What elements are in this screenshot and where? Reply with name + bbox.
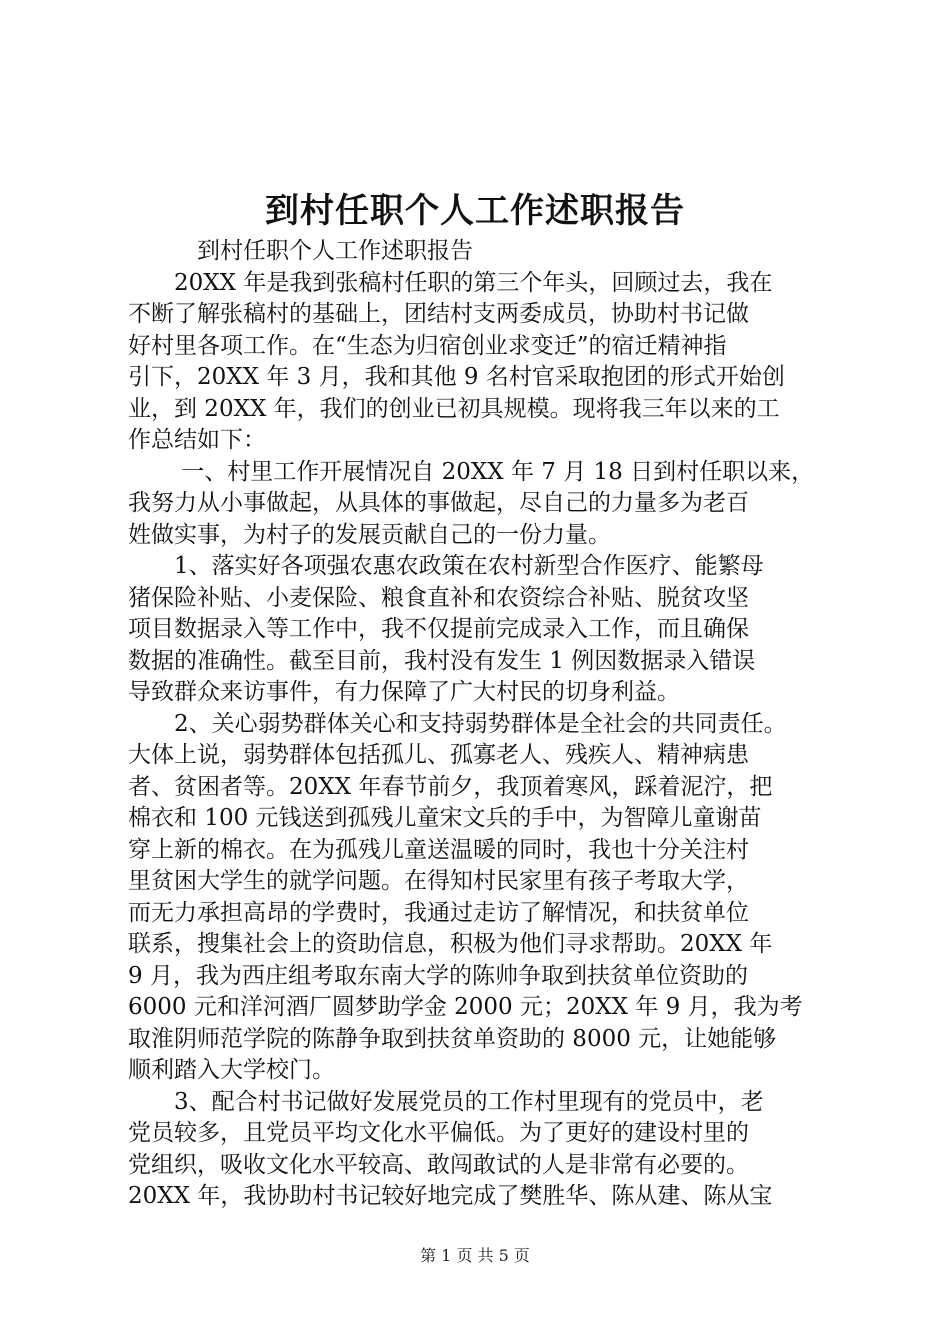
body-line: 9 月，我为西庄组考取东南大学的陈帅争取到扶贫单位资助的 xyxy=(128,962,748,989)
document-body xyxy=(128,236,828,1213)
body-line: 我努力从小事做起，从具体的事做起，尽自己的力量多为老百 xyxy=(128,490,749,516)
body-line: 引下，20XX 年 3 月，我和其他 9 名村官采取抱团的形式开始创 xyxy=(128,364,785,390)
body-line: 导致群众来访事件，有力保障了广大村民的切身利益。 xyxy=(128,679,680,705)
body-line: 一、村里工作开展情况自 20XX 年 7 月 18 日到村任职以来， xyxy=(128,458,815,485)
body-line: 顺利踏入大学校门。 xyxy=(128,1057,335,1083)
body-line: 到村任职个人工作述职报告 xyxy=(128,238,473,264)
body-line: 3、配合村书记做好发展党员的工作村里现有的党员中，老 xyxy=(128,1088,764,1115)
body-line: 而无力承担高昂的学费时，我通过走访了解情况，和扶贫单位 xyxy=(128,899,749,926)
body-line: 项目数据录入等工作中，我不仅提前完成录入工作，而且确保 xyxy=(128,616,749,642)
body-line: 2、关心弱势群体关心和支持弱势群体是全社会的共同责任。 xyxy=(128,710,787,737)
body-line: 里贫困大学生的就学问题。在得知村民家里有孩子考取大学， xyxy=(128,868,749,894)
body-line: 20XX 年是我到张稿村任职的第三个年头，回顾过去，我在 xyxy=(128,269,773,296)
body-line: 党组织，吸收文化水平较高、敢闯敢试的人是非常有必要的。 xyxy=(128,1151,749,1178)
body-line: 1、落实好各项强农惠农政策在农村新型合作医疗、能繁母 xyxy=(128,553,764,579)
document-title: 到村任职个人工作述职报告 xyxy=(265,191,685,231)
body-line: 者、贫困者等。20XX 年春节前夕，我顶着寒风，踩着泥泞，把 xyxy=(128,773,773,800)
body-line: 党员较多，且党员平均文化水平偏低。为了更好的建设村里的 xyxy=(128,1120,749,1146)
body-line: 穿上新的棉衣。在为孤残儿童送温暖的同时，我也十分关注村 xyxy=(128,836,749,863)
page-number-footer: 第 1 页 共 5 页 xyxy=(420,1246,530,1265)
body-line: 6000 元和洋河酒厂圆梦助学金 2000 元；20XX 年 9 月，我为考 xyxy=(128,994,803,1020)
body-line: 姓做实事，为村子的发展贡献自己的一份力量。 xyxy=(128,521,611,548)
body-line: 取淮阴师范学院的陈静争取到扶贫单资助的 8000 元，让她能够 xyxy=(128,1025,777,1052)
body-line: 数据的准确性。截至目前，我村没有发生 1 例因数据录入错误 xyxy=(128,647,756,674)
body-line: 好村里各项工作。在“生态为归宿创业求变迁”的宿迁精神指 xyxy=(128,332,727,359)
body-line: 不断了解张稿村的基础上，团结村支两委成员，协助村书记做 xyxy=(128,301,749,327)
body-line: 作总结如下： xyxy=(128,427,266,453)
body-line: 大体上说，弱势群体包括孤儿、孤寡老人、残疾人、精神病患 xyxy=(128,742,749,768)
body-line: 联系，搜集社会上的资助信息，积极为他们寻求帮助。20XX 年 xyxy=(128,931,773,957)
body-line: 棉衣和 100 元钱送到孤残儿童宋文兵的手中，为智障儿童谢苗 xyxy=(128,805,762,831)
body-line: 猪保险补贴、小麦保险、粮食直补和农资综合补贴、脱贫攻坚 xyxy=(128,584,749,611)
body-line: 业，到 20XX 年，我们的创业已初具规模。现将我三年以来的工 xyxy=(128,395,780,422)
body-line: 20XX 年，我协助村书记较好地完成了樊胜华、陈从建、陈从宝 xyxy=(128,1183,773,1209)
